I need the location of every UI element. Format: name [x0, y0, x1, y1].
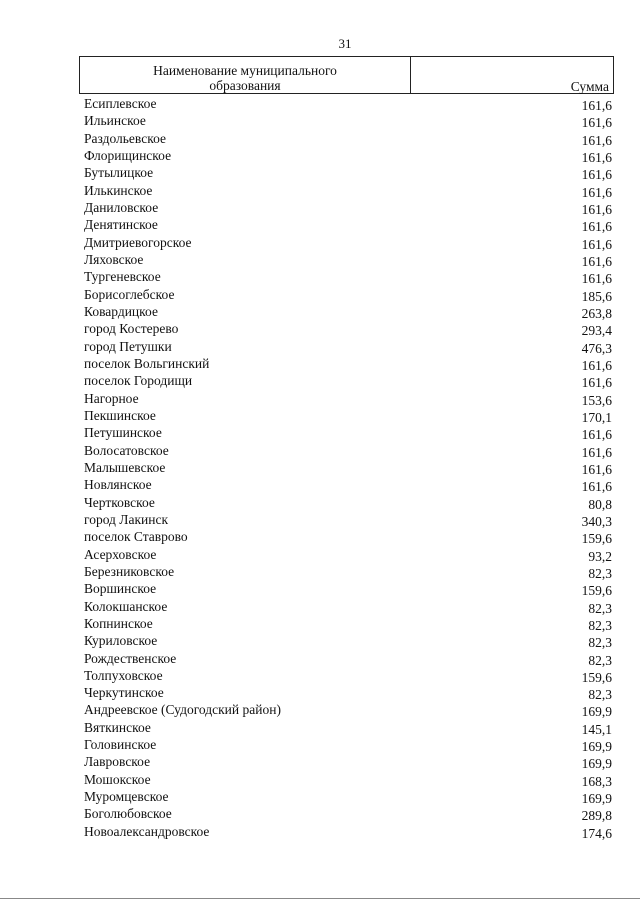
- municipality-name: Толпуховское: [84, 667, 163, 683]
- municipality-name: Головинское: [84, 737, 157, 753]
- sum-value: 159,6: [581, 669, 612, 685]
- sum-value: 169,9: [581, 704, 612, 720]
- table-row: [80, 182, 612, 199]
- table-row: [80, 372, 612, 389]
- table-row: [80, 494, 612, 511]
- table-row: [80, 823, 612, 840]
- sum-value: 161,6: [581, 236, 612, 252]
- sum-value: 82,3: [588, 600, 612, 616]
- municipality-name: Копнинское: [84, 615, 153, 631]
- municipality-name: город Лакинск: [84, 511, 169, 527]
- sum-value: 161,6: [581, 115, 612, 131]
- municipality-name: поселок Вольгинский: [84, 355, 210, 371]
- sum-value: 82,3: [588, 617, 612, 633]
- municipality-name: Волосатовское: [84, 442, 169, 458]
- table-row: [80, 684, 612, 701]
- sum-value: 169,9: [581, 791, 612, 807]
- municipality-name: Илькинское: [84, 182, 153, 198]
- header-name-column: [80, 63, 410, 93]
- table-row: [80, 563, 612, 580]
- municipality-name: Петушинское: [84, 425, 162, 441]
- municipality-name: Березниковское: [84, 563, 175, 579]
- municipality-name: Муромцевское: [84, 789, 169, 805]
- municipality-name: Андреевское (Судогодский район): [84, 702, 281, 718]
- table-row: [80, 459, 612, 476]
- sum-value: 159,6: [581, 531, 612, 547]
- municipality-name: Ковардицкое: [84, 303, 158, 319]
- sum-value: 169,9: [581, 756, 612, 772]
- municipality-name: Черкутинское: [84, 685, 164, 701]
- table-row: [80, 112, 612, 129]
- sum-value: 93,2: [588, 548, 612, 564]
- sum-value: 145,1: [581, 721, 612, 737]
- municipality-name: Тургеневское: [84, 269, 161, 285]
- table-row: [80, 719, 612, 736]
- header-divider: [410, 57, 411, 93]
- table-row: [80, 147, 612, 164]
- municipality-name: Воршинское: [84, 581, 157, 597]
- table-row: [80, 788, 612, 805]
- table-row: [80, 511, 612, 528]
- sum-value: 168,3: [581, 773, 612, 789]
- municipality-name: поселок Ставрово: [84, 529, 188, 545]
- municipality-name: Бутылицкое: [84, 165, 154, 181]
- municipality-name: Рождественское: [84, 650, 177, 666]
- table-row: [80, 580, 612, 597]
- table-row: [80, 286, 612, 303]
- municipality-name: Лавровское: [84, 754, 151, 770]
- sum-value: 159,6: [581, 583, 612, 599]
- sum-value: 161,6: [581, 98, 612, 113]
- table-row: [80, 424, 612, 441]
- sum-value: 174,6: [581, 825, 612, 841]
- sum-value: 161,6: [581, 253, 612, 269]
- sum-value: 82,3: [588, 687, 612, 703]
- municipality-name: Ильинское: [84, 113, 146, 129]
- sum-value: 185,6: [581, 288, 612, 304]
- page-bottom-edge: [0, 898, 640, 899]
- table-row: [80, 303, 612, 320]
- table-row: [80, 598, 612, 615]
- sum-value: 476,3: [581, 340, 612, 356]
- header-name-line1: Наименование муниципального: [153, 63, 337, 78]
- sum-value: 293,4: [581, 323, 612, 339]
- sum-value: 161,6: [581, 132, 612, 148]
- sum-value: 263,8: [581, 305, 612, 321]
- page-number: 31: [338, 36, 352, 51]
- table-header: [79, 56, 614, 94]
- sum-value: 82,3: [588, 635, 612, 651]
- table-row: [80, 95, 612, 112]
- sum-value: 161,6: [581, 375, 612, 391]
- municipality-name: Борисоглебское: [84, 286, 175, 302]
- table-row: [80, 528, 612, 545]
- table-row: [80, 320, 612, 337]
- table-row: [80, 632, 612, 649]
- sum-value: 82,3: [588, 652, 612, 668]
- table-row: [80, 650, 612, 667]
- sum-value: 161,6: [581, 219, 612, 235]
- table-row: [80, 407, 612, 424]
- sum-value: 80,8: [588, 496, 612, 512]
- table-row: [80, 268, 612, 285]
- sum-value: 161,6: [581, 461, 612, 477]
- table-row: [80, 736, 612, 753]
- table-row: [80, 199, 612, 216]
- table-row: [80, 615, 612, 632]
- table-row: [80, 234, 612, 251]
- table-row: [80, 753, 612, 770]
- municipality-name: Мошокское: [84, 771, 151, 787]
- municipality-name: Дмитриевогорское: [84, 234, 192, 250]
- sum-value: 161,6: [581, 427, 612, 443]
- table-row: [80, 546, 612, 563]
- municipality-name: Новлянское: [84, 477, 152, 493]
- table-row: [80, 216, 612, 233]
- sum-value: 161,6: [581, 167, 612, 183]
- municipality-name: Есиплевское: [84, 96, 157, 111]
- table-row: [80, 771, 612, 788]
- table-row: [80, 390, 612, 407]
- municipality-name: Даниловское: [84, 199, 159, 215]
- table-row: [80, 667, 612, 684]
- table-row: [80, 805, 612, 822]
- municipality-name: Денятинское: [84, 217, 158, 233]
- header-name-line2: образования: [209, 78, 281, 93]
- sum-value: 161,6: [581, 357, 612, 373]
- sum-value: 170,1: [581, 409, 612, 425]
- table-row: [80, 130, 612, 147]
- header-sum-column: Сумма: [570, 79, 609, 94]
- table-row: [80, 476, 612, 493]
- municipality-name: город Костерево: [84, 321, 179, 337]
- table-body: [80, 95, 612, 840]
- table-row: [80, 701, 612, 718]
- sum-value: 161,6: [581, 479, 612, 495]
- sum-value: 161,6: [581, 184, 612, 200]
- municipality-name: Нагорное: [84, 390, 139, 406]
- sum-value: 169,9: [581, 739, 612, 755]
- municipality-name: Чертковское: [84, 494, 155, 510]
- table-row: [80, 338, 612, 355]
- table-row: [80, 355, 612, 372]
- table-row: [80, 251, 612, 268]
- municipality-name: Раздольевское: [84, 130, 166, 146]
- municipality-name: Флорищинское: [84, 147, 172, 163]
- sum-value: 161,6: [581, 271, 612, 287]
- municipality-name: Пекшинское: [84, 407, 156, 423]
- sum-value: 289,8: [581, 808, 612, 824]
- table-row: [80, 164, 612, 181]
- municipality-name: Малышевское: [84, 459, 166, 475]
- municipality-name: Колокшанское: [84, 598, 168, 614]
- municipality-name: Боголюбовское: [84, 806, 172, 822]
- municipality-name: поселок Городищи: [84, 373, 193, 389]
- table-row: [80, 442, 612, 459]
- municipality-name: город Петушки: [84, 338, 172, 354]
- sum-value: 161,6: [581, 201, 612, 217]
- sum-value: 161,6: [581, 444, 612, 460]
- sum-value: 82,3: [588, 565, 612, 581]
- municipality-name: Вяткинское: [84, 719, 151, 735]
- municipality-name: Ляховское: [84, 251, 144, 267]
- municipality-name: Асерховское: [84, 546, 157, 562]
- municipality-name: Куриловское: [84, 633, 158, 649]
- sum-value: 153,6: [581, 392, 612, 408]
- sum-value: 161,6: [581, 149, 612, 165]
- municipality-name: Новоалександровское: [84, 823, 210, 839]
- sum-value: 340,3: [581, 513, 612, 529]
